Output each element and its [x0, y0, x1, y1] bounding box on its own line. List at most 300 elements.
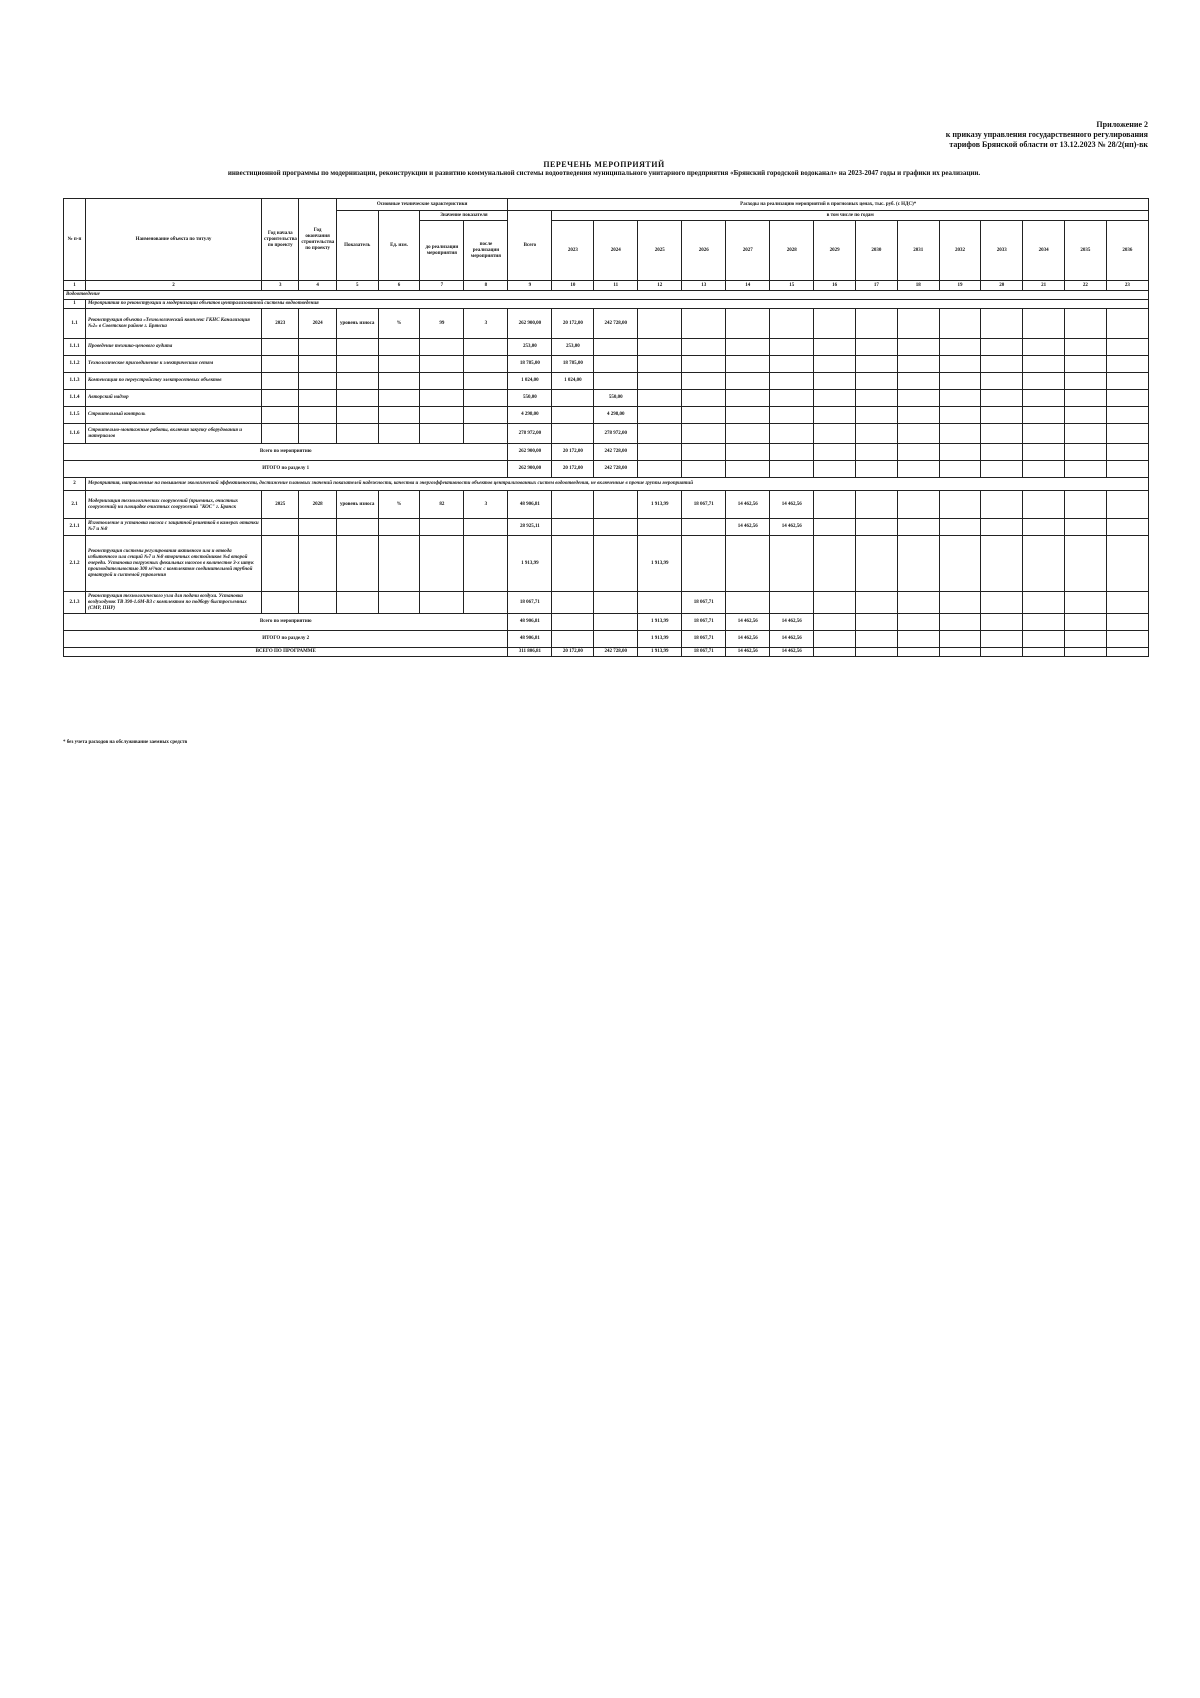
summary-value-2023	[552, 631, 594, 648]
row-unit	[378, 339, 420, 356]
row-value-2027: 14 462,56	[726, 491, 770, 519]
row-num: 1.1.4	[64, 390, 86, 407]
row-value-2033	[981, 592, 1023, 614]
footnote: * без учета расходов на обслуживание заемных средств	[63, 740, 188, 745]
header-year: 2024	[594, 221, 638, 281]
column-number: 15	[770, 281, 814, 291]
column-number: 2	[86, 281, 262, 291]
row-total: 18 785,00	[508, 356, 552, 373]
row-value-2026: 18 067,71	[682, 592, 726, 614]
row-value-2029	[814, 407, 856, 424]
row-value-2025	[638, 390, 682, 407]
row-value-2032	[939, 309, 981, 339]
row-year-start	[262, 592, 299, 614]
title-subtitle: инвестиционной программы по модернизации, реконструкции и развитию коммунальной системы водоотведения муниципального унитарного предприятия «Брянский городской водоканал» на 2023-2047 годы и графики их реализации.	[227, 169, 981, 177]
summary-value-2032	[939, 631, 981, 648]
summary-value-2026: 18 067,71	[682, 614, 726, 631]
summary-value-2025: 1 913,99	[638, 614, 682, 631]
column-number: 16	[814, 281, 856, 291]
row-value-2027	[726, 592, 770, 614]
summary-value-2023: 20 172,00	[552, 444, 594, 461]
row-value-2034	[1023, 424, 1065, 444]
row-value-2032	[939, 424, 981, 444]
summary-value-2027: 14 462,56	[726, 631, 770, 648]
row-value-2032	[939, 592, 981, 614]
row-value-2030	[856, 309, 898, 339]
row-after	[464, 407, 508, 424]
summary-row	[64, 648, 1149, 657]
row-value-2034	[1023, 407, 1065, 424]
header-year: 2034	[1023, 221, 1065, 281]
summary-value-2029	[814, 631, 856, 648]
summary-value-2029	[814, 444, 856, 461]
column-number: 9	[508, 281, 552, 291]
row-value-2028	[770, 339, 814, 356]
header-num: № п-п	[64, 199, 86, 281]
row-value-2023	[552, 519, 594, 536]
row-value-2028	[770, 424, 814, 444]
column-number: 20	[981, 281, 1023, 291]
row-value-2024: 4 298,00	[594, 407, 638, 424]
table-row	[64, 373, 1149, 390]
row-value-2032	[939, 536, 981, 592]
row-unit	[378, 390, 420, 407]
row-total: 4 298,00	[508, 407, 552, 424]
header-year: 2023	[552, 221, 594, 281]
row-name: Авторский надзор	[86, 390, 262, 407]
header-tech: Основные технические характеристики	[336, 199, 508, 211]
row-value-2030	[856, 390, 898, 407]
row-value-2035	[1065, 309, 1107, 339]
row-value-2029	[814, 339, 856, 356]
row-year-start	[262, 407, 299, 424]
table-row	[64, 390, 1149, 407]
header-year-start: Год начала строительства по проекту	[262, 199, 299, 281]
row-indicator	[336, 390, 378, 407]
summary-value-2033	[981, 614, 1023, 631]
row-value-2034	[1023, 491, 1065, 519]
row-total: 262 900,00	[508, 309, 552, 339]
summary-value-2034	[1023, 648, 1065, 657]
row-value-2028	[770, 373, 814, 390]
column-number: 6	[378, 281, 420, 291]
header-value-group: Значение показателя	[420, 211, 508, 221]
summary-label: ИТОГО по разделу 1	[64, 461, 508, 478]
row-value-2029	[814, 356, 856, 373]
row-indicator	[336, 407, 378, 424]
title-main: ПЕРЕЧЕНЬ МЕРОПРИЯТИЙ	[543, 160, 665, 169]
row-value-2033	[981, 373, 1023, 390]
row-value-2034	[1023, 592, 1065, 614]
row-value-2031	[897, 592, 939, 614]
row-value-2036	[1106, 309, 1148, 339]
row-value-2031	[897, 390, 939, 407]
header-year: 2033	[981, 221, 1023, 281]
row-value-2031	[897, 309, 939, 339]
row-total: 253,00	[508, 339, 552, 356]
row-value-2027	[726, 424, 770, 444]
group-num: 2	[64, 478, 86, 491]
row-value-2029	[814, 536, 856, 592]
summary-row	[64, 631, 1149, 648]
row-unit	[378, 356, 420, 373]
row-value-2031	[897, 424, 939, 444]
summary-value-2026: 18 067,71	[682, 631, 726, 648]
row-num: 2.1.1	[64, 519, 86, 536]
header-year: 2028	[770, 221, 814, 281]
row-after	[464, 592, 508, 614]
header-year: 2035	[1065, 221, 1107, 281]
row-indicator	[336, 424, 378, 444]
column-number: 13	[682, 281, 726, 291]
row-year-end	[299, 390, 336, 407]
row-value-2027	[726, 309, 770, 339]
summary-value-2035	[1065, 648, 1107, 657]
header-name: Наименование объекта по титулу	[86, 199, 262, 281]
summary-value-2025	[638, 444, 682, 461]
header-indicator: Показатель	[336, 211, 378, 281]
row-value-2029	[814, 519, 856, 536]
row-year-start: 2025	[262, 491, 299, 519]
row-value-2031	[897, 407, 939, 424]
table-row	[64, 519, 1149, 536]
appendix-line-1: Приложение 2	[1096, 120, 1148, 129]
row-after	[464, 519, 508, 536]
table-row	[64, 356, 1149, 373]
header-before: до реализации мероприятия	[420, 221, 464, 281]
summary-value-2035	[1065, 461, 1107, 478]
row-name: Реконструкция объекта «Технологический комплекс ГКНС Канализация №2» в Советском районе г. Брянска	[86, 309, 262, 339]
column-number: 1	[64, 281, 86, 291]
row-value-2028: 14 462,56	[770, 519, 814, 536]
column-number: 11	[594, 281, 638, 291]
row-value-2027	[726, 536, 770, 592]
appendix-block	[946, 120, 1148, 150]
row-year-end	[299, 356, 336, 373]
column-number: 17	[856, 281, 898, 291]
row-value-2026	[682, 373, 726, 390]
row-before	[420, 390, 464, 407]
row-value-2026	[682, 309, 726, 339]
row-value-2023: 253,00	[552, 339, 594, 356]
row-indicator	[336, 373, 378, 390]
row-after	[464, 424, 508, 444]
summary-value-2034	[1023, 461, 1065, 478]
summary-value-2031	[897, 648, 939, 657]
row-value-2024: 550,00	[594, 390, 638, 407]
summary-row	[64, 444, 1149, 461]
summary-row	[64, 461, 1149, 478]
summary-value-2030	[856, 461, 898, 478]
row-total: 18 067,71	[508, 592, 552, 614]
row-before	[420, 424, 464, 444]
row-value-2034	[1023, 536, 1065, 592]
table-row	[64, 424, 1149, 444]
row-before	[420, 356, 464, 373]
summary-value-2028	[770, 461, 814, 478]
summary-value-2036	[1106, 444, 1148, 461]
row-value-2027	[726, 407, 770, 424]
row-value-2023: 20 172,00	[552, 309, 594, 339]
row-unit	[378, 407, 420, 424]
row-year-end	[299, 519, 336, 536]
row-name: Реконструкция системы регулирования активного ила и отвода избыточного ила секций №7 и №8 вторичных отстойников №4 второй очереди. Установка погружных фекальных насосов в количестве 3-х штук производительностью 300 м³/час с комплектом соединительной трубной арматурой и системой управления	[86, 536, 262, 592]
row-value-2032	[939, 491, 981, 519]
row-num: 1.1.6	[64, 424, 86, 444]
row-unit	[378, 373, 420, 390]
row-value-2023: 18 785,00	[552, 356, 594, 373]
row-value-2025	[638, 309, 682, 339]
row-value-2027	[726, 390, 770, 407]
row-year-end	[299, 373, 336, 390]
row-num: 1.1.1	[64, 339, 86, 356]
row-value-2030	[856, 491, 898, 519]
row-value-2029	[814, 424, 856, 444]
column-number: 5	[336, 281, 378, 291]
row-name: Технологическое присоединение к электрическим сетям	[86, 356, 262, 373]
summary-value-2035	[1065, 614, 1107, 631]
row-year-start	[262, 519, 299, 536]
summary-value-2028: 14 462,56	[770, 648, 814, 657]
row-value-2036	[1106, 373, 1148, 390]
row-total: 48 906,81	[508, 491, 552, 519]
summary-value-2030	[856, 631, 898, 648]
row-value-2035	[1065, 536, 1107, 592]
row-value-2035	[1065, 356, 1107, 373]
summary-value-2025: 1 913,99	[638, 631, 682, 648]
row-value-2027	[726, 356, 770, 373]
row-num: 2.1	[64, 491, 86, 519]
appendix-line-2: к приказу управления государственного регулирования	[945, 130, 1148, 139]
row-before	[420, 536, 464, 592]
row-value-2032	[939, 519, 981, 536]
row-value-2024	[594, 373, 638, 390]
header-year: 2025	[638, 221, 682, 281]
row-value-2036	[1106, 536, 1148, 592]
row-value-2035	[1065, 407, 1107, 424]
row-value-2033	[981, 309, 1023, 339]
summary-value-2032	[939, 461, 981, 478]
row-value-2028	[770, 356, 814, 373]
row-num: 1.1	[64, 309, 86, 339]
summary-total: 48 906,81	[508, 631, 552, 648]
row-value-2029	[814, 373, 856, 390]
row-value-2026	[682, 536, 726, 592]
row-value-2033	[981, 356, 1023, 373]
summary-value-2027: 14 462,56	[726, 614, 770, 631]
row-before	[420, 407, 464, 424]
row-value-2025	[638, 356, 682, 373]
row-value-2024	[594, 536, 638, 592]
row-indicator	[336, 339, 378, 356]
row-value-2035	[1065, 339, 1107, 356]
header-year: 2031	[897, 221, 939, 281]
summary-value-2036	[1106, 614, 1148, 631]
row-name: Строительно-монтажные работы, включая закупку оборудования и материалов	[86, 424, 262, 444]
summary-value-2028: 14 462,56	[770, 631, 814, 648]
row-value-2034	[1023, 519, 1065, 536]
row-value-2023	[552, 592, 594, 614]
row-value-2032	[939, 407, 981, 424]
appendix-line-3: тарифов Брянской области от 13.12.2023 № 28/2(нп)-вк	[949, 140, 1148, 149]
table-row	[64, 536, 1149, 592]
table-row	[64, 309, 1149, 339]
column-number: 14	[726, 281, 770, 291]
row-before	[420, 339, 464, 356]
summary-value-2026	[682, 444, 726, 461]
row-num: 2.1.2	[64, 536, 86, 592]
table-row	[64, 407, 1149, 424]
row-value-2025	[638, 519, 682, 536]
row-value-2030	[856, 536, 898, 592]
column-number: 8	[464, 281, 508, 291]
summary-value-2033	[981, 444, 1023, 461]
row-value-2024	[594, 519, 638, 536]
row-value-2033	[981, 536, 1023, 592]
header-year-end: Год окончания строительства по проекту	[299, 199, 336, 281]
row-after: 3	[464, 309, 508, 339]
group-2	[64, 478, 1149, 491]
row-total: 550,00	[508, 390, 552, 407]
row-year-end	[299, 407, 336, 424]
row-value-2025	[638, 424, 682, 444]
header-year: 2026	[682, 221, 726, 281]
summary-value-2027	[726, 461, 770, 478]
row-year-start	[262, 536, 299, 592]
summary-value-2031	[897, 444, 939, 461]
row-before: 82	[420, 491, 464, 519]
row-value-2028	[770, 309, 814, 339]
row-value-2031	[897, 519, 939, 536]
row-value-2026	[682, 424, 726, 444]
row-value-2033	[981, 491, 1023, 519]
row-indicator	[336, 592, 378, 614]
row-value-2024: 242 728,00	[594, 309, 638, 339]
row-value-2035	[1065, 592, 1107, 614]
summary-value-2036	[1106, 461, 1148, 478]
summary-value-2031	[897, 614, 939, 631]
row-value-2033	[981, 339, 1023, 356]
header-costs: Расходы на реализацию мероприятий в прогнозных ценах, тыс. руб. (с НДС)*	[508, 199, 1149, 211]
row-value-2034	[1023, 390, 1065, 407]
row-num: 1.1.5	[64, 407, 86, 424]
row-indicator	[336, 356, 378, 373]
header-year: 2029	[814, 221, 856, 281]
row-value-2033	[981, 390, 1023, 407]
summary-value-2027: 14 462,56	[726, 648, 770, 657]
row-name: Модернизация технологических сооружений (приемных, очистных сооружений) на площадке очистных сооружений "КОС" г. Брянск	[86, 491, 262, 519]
row-value-2031	[897, 373, 939, 390]
row-unit	[378, 536, 420, 592]
row-name: Проведение технико-ценового аудита	[86, 339, 262, 356]
summary-value-2032	[939, 614, 981, 631]
column-number: 12	[638, 281, 682, 291]
row-value-2036	[1106, 424, 1148, 444]
row-value-2028	[770, 592, 814, 614]
row-value-2028	[770, 407, 814, 424]
summary-value-2023: 20 172,00	[552, 461, 594, 478]
row-num: 1.1.3	[64, 373, 86, 390]
group-title: Мероприятия по реконструкции и модернизации объектов централизованной системы водоотведения	[86, 300, 1149, 309]
row-indicator	[336, 519, 378, 536]
row-value-2025	[638, 339, 682, 356]
summary-value-2030	[856, 444, 898, 461]
summary-value-2023	[552, 614, 594, 631]
row-name: Изготовление и установка насоса с защитной решеткой в камерах откачки №7 и №8	[86, 519, 262, 536]
section-title-title: Водоотведение	[64, 291, 1149, 300]
summary-value-2032	[939, 444, 981, 461]
row-value-2030	[856, 356, 898, 373]
row-value-2035	[1065, 390, 1107, 407]
row-value-2024	[594, 491, 638, 519]
header-unit: Ед. изм.	[378, 211, 420, 281]
row-indicator: уровень износа	[336, 309, 378, 339]
row-indicator: уровень износа	[336, 491, 378, 519]
group-1	[64, 300, 1149, 309]
summary-value-2031	[897, 631, 939, 648]
summary-value-2032	[939, 648, 981, 657]
row-year-end: 2028	[299, 491, 336, 519]
row-year-end: 2024	[299, 309, 336, 339]
row-value-2024: 278 972,00	[594, 424, 638, 444]
row-value-2036	[1106, 390, 1148, 407]
row-value-2029	[814, 390, 856, 407]
row-value-2036	[1106, 592, 1148, 614]
row-name: Строительный контроль	[86, 407, 262, 424]
row-unit: %	[378, 491, 420, 519]
summary-value-2025: 1 913,99	[638, 648, 682, 657]
summary-label: Всего по мероприятию	[64, 444, 508, 461]
row-value-2023	[552, 424, 594, 444]
summary-value-2033	[981, 648, 1023, 657]
row-value-2034	[1023, 356, 1065, 373]
row-year-end	[299, 339, 336, 356]
row-year-start	[262, 356, 299, 373]
row-value-2030	[856, 407, 898, 424]
summary-value-2029	[814, 614, 856, 631]
header-year: 2027	[726, 221, 770, 281]
summary-value-2029	[814, 648, 856, 657]
row-value-2033	[981, 407, 1023, 424]
row-value-2030	[856, 519, 898, 536]
summary-row	[64, 614, 1149, 631]
row-value-2031	[897, 536, 939, 592]
row-total: 278 972,00	[508, 424, 552, 444]
row-value-2025	[638, 407, 682, 424]
column-number: 23	[1106, 281, 1148, 291]
row-value-2032	[939, 356, 981, 373]
row-value-2030	[856, 592, 898, 614]
row-value-2030	[856, 339, 898, 356]
summary-value-2029	[814, 461, 856, 478]
row-value-2027	[726, 339, 770, 356]
summary-value-2028: 14 462,56	[770, 614, 814, 631]
row-value-2031	[897, 491, 939, 519]
row-after	[464, 339, 508, 356]
group-num: 1	[64, 300, 86, 309]
row-year-start	[262, 424, 299, 444]
row-value-2036	[1106, 519, 1148, 536]
row-value-2033	[981, 519, 1023, 536]
header-by-years: в том числе по годам	[552, 211, 1149, 221]
row-value-2025	[638, 373, 682, 390]
summary-value-2030	[856, 614, 898, 631]
row-value-2026	[682, 519, 726, 536]
row-year-end	[299, 592, 336, 614]
row-value-2035	[1065, 519, 1107, 536]
row-after	[464, 390, 508, 407]
row-value-2023	[552, 407, 594, 424]
